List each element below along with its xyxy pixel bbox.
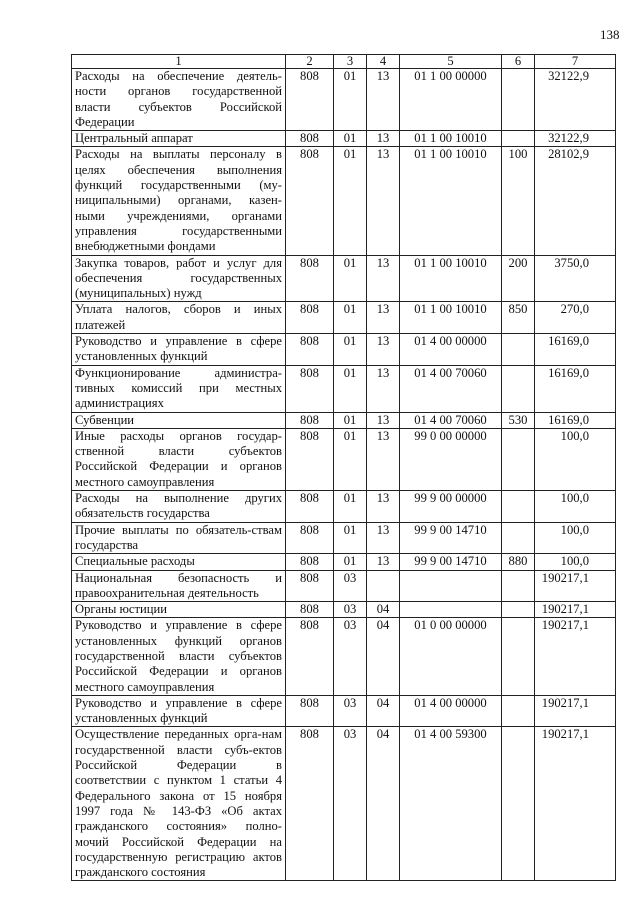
row-c3-cell: 01 [334, 522, 367, 554]
row-c2-cell: 808 [286, 522, 334, 554]
row-name-cell: Осуществление переданных орга-нам государственной власти субъ-ектов Российской Федерации в соответствии с пунктом 1 статьи 4 Федерального закона от 15 ноября 1997 года № 143-ФЗ «Об актах гражданского состояния» полно-мочий Российской Федерации на государственную регистрацию актов гражданского состояния [72, 727, 286, 881]
row-c5-cell: 01 4 00 00000 [400, 695, 502, 727]
row-c7-cell: 16169,0 [535, 365, 616, 412]
row-c7-cell: 100,0 [535, 491, 616, 523]
table-row [72, 491, 616, 523]
row-name-cell: Национальная безопасность и правоохранительная деятельность [72, 570, 286, 602]
row-c6-cell [502, 428, 535, 490]
row-c7-cell: 32122,9 [535, 131, 616, 147]
row-c2-cell: 808 [286, 334, 334, 366]
row-c7-cell: 16169,0 [535, 412, 616, 428]
column-header: 1 [72, 55, 286, 69]
row-c7-cell: 100,0 [535, 522, 616, 554]
row-c5-cell: 99 9 00 14710 [400, 522, 502, 554]
row-c3-cell: 03 [334, 570, 367, 602]
row-c5-cell [400, 570, 502, 602]
row-c5-cell: 01 1 00 10010 [400, 302, 502, 334]
row-c4-cell: 13 [367, 428, 400, 490]
row-c6-cell [502, 602, 535, 618]
page-number: 138 [600, 27, 620, 42]
row-c4-cell [367, 570, 400, 602]
row-c4-cell: 13 [367, 255, 400, 302]
row-c7-cell: 32122,9 [535, 69, 616, 131]
row-c2-cell: 808 [286, 131, 334, 147]
row-c6-cell [502, 334, 535, 366]
row-c4-cell: 13 [367, 365, 400, 412]
row-c7-cell: 100,0 [535, 554, 616, 570]
table-row [72, 147, 616, 255]
row-c6-cell [502, 365, 535, 412]
row-c5-cell: 01 4 00 59300 [400, 727, 502, 881]
column-header: 4 [367, 55, 400, 69]
row-c3-cell: 03 [334, 618, 367, 695]
row-c6-cell [502, 69, 535, 131]
row-c4-cell: 13 [367, 147, 400, 255]
column-header: 7 [535, 55, 616, 69]
row-c2-cell: 808 [286, 570, 334, 602]
table-row [72, 695, 616, 727]
row-c3-cell: 01 [334, 147, 367, 255]
row-c6-cell: 880 [502, 554, 535, 570]
row-name-cell: Руководство и управление в сфере установленных функций органов государственной власти субъектов Российской Федерации и органов местного самоуправления [72, 618, 286, 695]
row-c3-cell: 01 [334, 412, 367, 428]
table-row [72, 302, 616, 334]
row-c6-cell: 850 [502, 302, 535, 334]
row-c6-cell [502, 727, 535, 881]
row-c3-cell: 03 [334, 727, 367, 881]
row-name-cell: Руководство и управление в сфере установленных функций [72, 334, 286, 366]
row-c6-cell [502, 131, 535, 147]
row-c3-cell: 01 [334, 334, 367, 366]
row-c2-cell: 808 [286, 412, 334, 428]
row-c7-cell: 100,0 [535, 428, 616, 490]
row-c5-cell: 01 4 00 70060 [400, 365, 502, 412]
row-c4-cell: 13 [367, 302, 400, 334]
row-c7-cell: 270,0 [535, 302, 616, 334]
row-c7-cell: 190217,1 [535, 570, 616, 602]
row-c4-cell: 13 [367, 334, 400, 366]
row-c5-cell [400, 602, 502, 618]
table-row [72, 522, 616, 554]
row-c5-cell: 01 1 00 10010 [400, 255, 502, 302]
table-row [72, 334, 616, 366]
row-name-cell: Закупка товаров, работ и услуг для обеспечения государственных (муниципальных) нужд [72, 255, 286, 302]
table-row [72, 602, 616, 618]
row-c7-cell: 190217,1 [535, 727, 616, 881]
row-name-cell: Прочие выплаты по обязатель-ствам государства [72, 522, 286, 554]
table-row [72, 255, 616, 302]
row-c4-cell: 13 [367, 412, 400, 428]
row-c3-cell: 01 [334, 491, 367, 523]
table-row [72, 618, 616, 695]
row-name-cell: Функционирование администра-тивных комиссий при местных администрациях [72, 365, 286, 412]
row-c5-cell: 99 9 00 00000 [400, 491, 502, 523]
table-row [72, 412, 616, 428]
row-c3-cell: 01 [334, 302, 367, 334]
row-c4-cell: 13 [367, 69, 400, 131]
row-c2-cell: 808 [286, 302, 334, 334]
column-header: 2 [286, 55, 334, 69]
row-c5-cell: 01 1 00 00000 [400, 69, 502, 131]
row-c7-cell: 3750,0 [535, 255, 616, 302]
row-c4-cell: 13 [367, 554, 400, 570]
row-c5-cell: 01 0 00 00000 [400, 618, 502, 695]
row-name-cell: Расходы на обеспечение деятель-ности органов государственной власти субъектов Российской Федерации [72, 69, 286, 131]
row-c2-cell: 808 [286, 618, 334, 695]
row-c6-cell: 530 [502, 412, 535, 428]
row-c3-cell: 01 [334, 69, 367, 131]
row-c2-cell: 808 [286, 695, 334, 727]
row-c7-cell: 190217,1 [535, 695, 616, 727]
row-c6-cell [502, 695, 535, 727]
table-row [72, 365, 616, 412]
row-name-cell: Иные расходы органов государ-ственной власти субъектов Российской Федерации и органов местного самоуправления [72, 428, 286, 490]
column-header: 6 [502, 55, 535, 69]
table-row [72, 69, 616, 131]
row-name-cell: Руководство и управление в сфере установленных функций [72, 695, 286, 727]
row-c7-cell: 16169,0 [535, 334, 616, 366]
row-c3-cell: 01 [334, 255, 367, 302]
column-header: 3 [334, 55, 367, 69]
row-c6-cell [502, 522, 535, 554]
row-c5-cell: 01 4 00 70060 [400, 412, 502, 428]
row-name-cell: Специальные расходы [72, 554, 286, 570]
table-row [72, 727, 616, 881]
row-c2-cell: 808 [286, 554, 334, 570]
row-c2-cell: 808 [286, 602, 334, 618]
row-c5-cell: 01 4 00 00000 [400, 334, 502, 366]
row-name-cell: Расходы на выплаты персоналу в целях обеспечения выполнения функций государственными (му-ниципальными) органами, казен-ными учреждениями, органами управления государственными внебюджетными фондами [72, 147, 286, 255]
row-c3-cell: 01 [334, 365, 367, 412]
row-c5-cell: 99 9 00 14710 [400, 554, 502, 570]
row-c2-cell: 808 [286, 255, 334, 302]
row-c5-cell: 99 0 00 00000 [400, 428, 502, 490]
row-c5-cell: 01 1 00 10010 [400, 147, 502, 255]
row-c4-cell: 13 [367, 522, 400, 554]
row-c7-cell: 190217,1 [535, 602, 616, 618]
row-c2-cell: 808 [286, 491, 334, 523]
row-c6-cell [502, 570, 535, 602]
row-c4-cell: 13 [367, 131, 400, 147]
row-c4-cell: 04 [367, 618, 400, 695]
row-name-cell: Уплата налогов, сборов и иных платежей [72, 302, 286, 334]
row-c6-cell: 100 [502, 147, 535, 255]
row-c2-cell: 808 [286, 69, 334, 131]
row-c3-cell: 01 [334, 131, 367, 147]
table-row [72, 131, 616, 147]
row-c7-cell: 28102,9 [535, 147, 616, 255]
row-c4-cell: 04 [367, 602, 400, 618]
row-c6-cell [502, 491, 535, 523]
row-c3-cell: 01 [334, 554, 367, 570]
row-c4-cell: 04 [367, 727, 400, 881]
row-c5-cell: 01 1 00 10010 [400, 131, 502, 147]
row-name-cell: Расходы на выполнение других обязательств государства [72, 491, 286, 523]
row-c2-cell: 808 [286, 428, 334, 490]
budget-table [71, 54, 616, 881]
row-c4-cell: 13 [367, 491, 400, 523]
row-name-cell: Центральный аппарат [72, 131, 286, 147]
row-c2-cell: 808 [286, 727, 334, 881]
row-c3-cell: 01 [334, 428, 367, 490]
row-c2-cell: 808 [286, 147, 334, 255]
row-name-cell: Органы юстиции [72, 602, 286, 618]
column-header: 5 [400, 55, 502, 69]
row-c6-cell [502, 618, 535, 695]
row-c6-cell: 200 [502, 255, 535, 302]
row-c2-cell: 808 [286, 365, 334, 412]
row-c4-cell: 04 [367, 695, 400, 727]
row-c3-cell: 03 [334, 602, 367, 618]
row-name-cell: Субвенции [72, 412, 286, 428]
row-c7-cell: 190217,1 [535, 618, 616, 695]
table-row [72, 428, 616, 490]
table-row [72, 570, 616, 602]
table-row [72, 554, 616, 570]
table-header-row [72, 55, 616, 69]
row-c3-cell: 03 [334, 695, 367, 727]
